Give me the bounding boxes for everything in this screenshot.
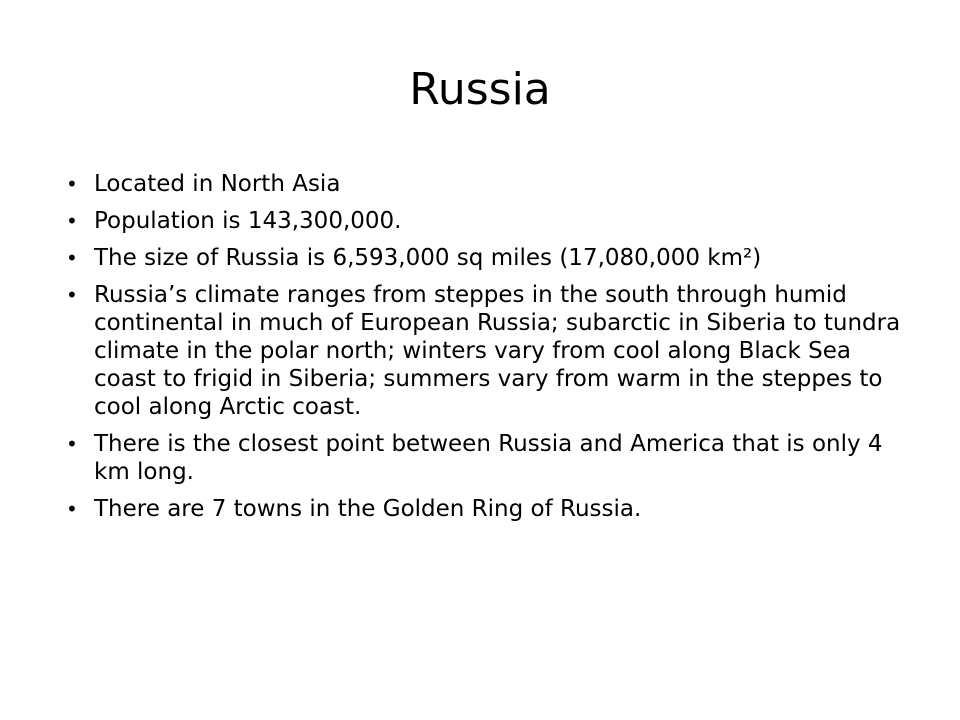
bullet-golden-ring [66, 495, 906, 523]
bullet-dot-icon: • [66, 497, 78, 521]
bullet-dot-icon: • [66, 283, 78, 307]
bullet-text: The size of Russia is 6,593,000 sq miles (17,080,000 km²) [94, 245, 762, 271]
bullet-dot-icon: • [66, 246, 78, 270]
bullet-text: Russia’s climate ranges from steppes in the south through humid continental in much of European Russia; subarctic in Siberia to tundra climate in the polar north; winters vary from cool along Black Sea coast to frigid in Siberia; summers vary from warm in the steppes to cool along Arctic coast. [94, 282, 901, 420]
bullet-climate [66, 281, 906, 421]
bullet-dot-icon: • [66, 432, 78, 456]
bullet-dot-icon: • [66, 209, 78, 233]
bullet-location [66, 170, 906, 198]
bullet-text: Population is 143,300,000. [94, 208, 402, 234]
bullet-closest-point [66, 430, 906, 486]
bullet-text: There is the closest point between Russia and America that is only 4 km long. [94, 431, 883, 485]
bullet-list [66, 170, 906, 532]
bullet-dot-icon: • [66, 172, 78, 196]
bullet-text: Located in North Asia [94, 171, 341, 197]
bullet-text: There are 7 towns in the Golden Ring of Russia. [94, 496, 642, 522]
slide-title: Russia [409, 64, 551, 115]
bullet-size [66, 244, 906, 272]
bullet-population [66, 207, 906, 235]
